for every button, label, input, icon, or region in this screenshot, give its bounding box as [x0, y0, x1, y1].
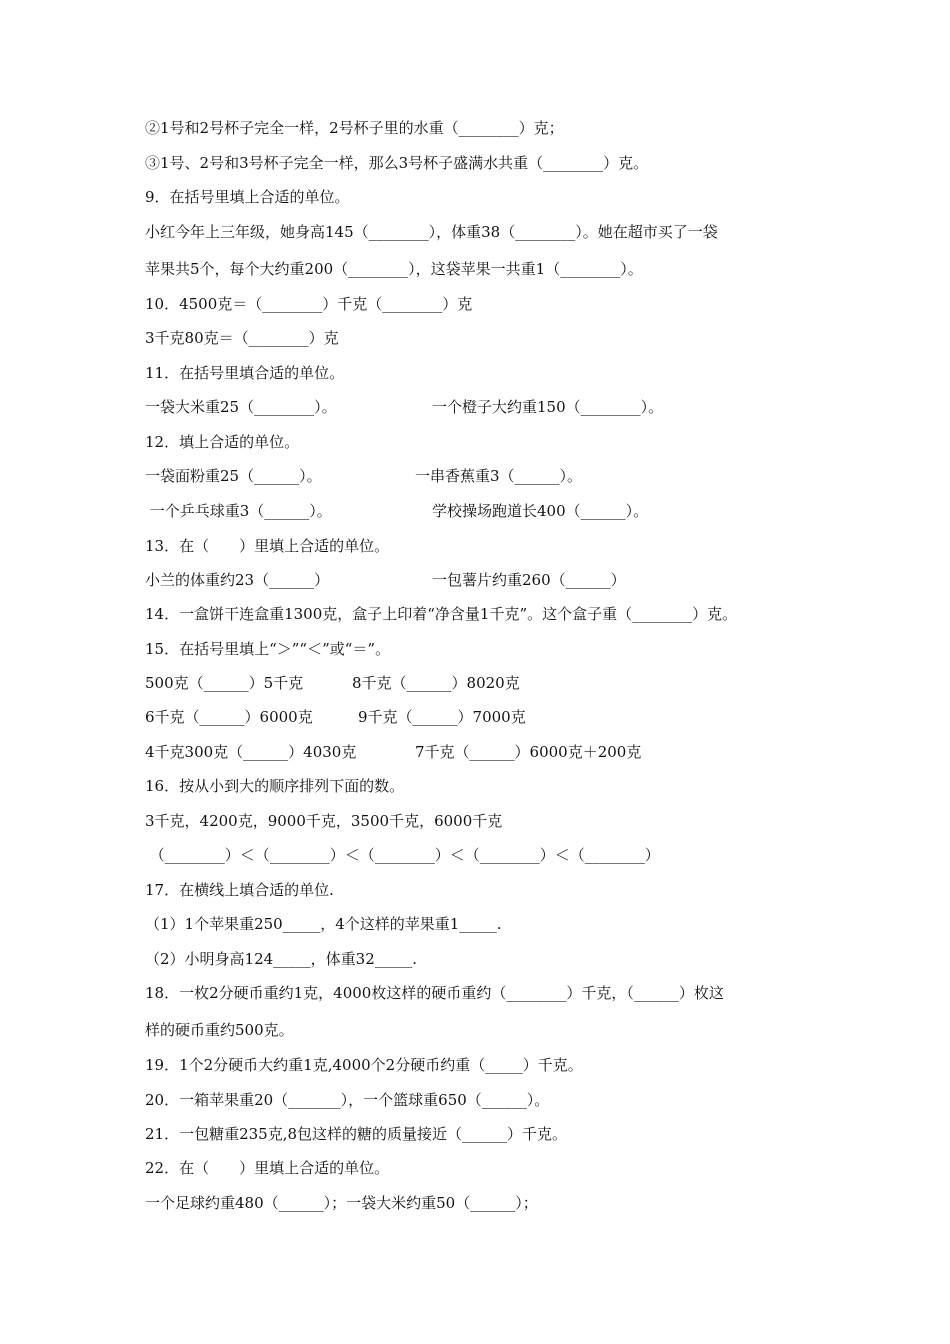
question-15-item-5: 4千克300克（______）4030克: [145, 743, 357, 761]
question-20: 20．一箱苹果重20（_______），一个篮球重650（______）。: [145, 1091, 550, 1109]
question-11-item-1: 一袋大米重25（________）。: [145, 398, 337, 416]
question-15-item-3: 6千克（______）6000克: [145, 708, 313, 726]
question-17-part-2: （2）小明身高124_____，体重32_____.: [145, 950, 418, 968]
question-16-answer-row: （________）＜（________）＜（________）＜（________）＜（________）: [145, 846, 660, 864]
question-15-item-4: 9千克（______）7000克: [358, 708, 526, 726]
question-10-line-2: 3千克80克＝（________）克: [145, 329, 339, 347]
question-13-item-2: 一包薯片约重260（______）: [432, 571, 626, 589]
question-17-title: 17．在横线上填合适的单位.: [145, 881, 334, 899]
question-22-title: 22．在（ ）里填上合适的单位。: [145, 1159, 390, 1177]
question-22-items: 一个足球约重480（______）；一袋大米约重50（______）；: [145, 1194, 538, 1212]
question-12-title: 12．填上合适的单位。: [145, 433, 300, 451]
question-13-item-1: 小兰的体重约23（______）: [145, 571, 330, 589]
question-16-title: 16．按从小到大的顺序排列下面的数。: [145, 777, 405, 795]
question-9-line-2: 苹果共5个，每个大约重200（________），这袋苹果一共重1（________）。: [145, 260, 643, 278]
question-11-item-2: 一个橙子大约重150（________）。: [432, 398, 664, 416]
question-21: 21．一包糖重235克,8包这样的糖的质量接近（______）千克。: [145, 1125, 568, 1143]
question-12-item-3: 一个乒乓球重3（______）。: [145, 502, 332, 520]
question-17-part-1: （1）1个苹果重250_____，4个这样的苹果重1_____.: [145, 915, 502, 933]
question-12-item-1: 一袋面粉重25（______）。: [145, 467, 322, 485]
question-12-item-2: 一串香蕉重3（______）。: [415, 467, 583, 485]
question-8-part-2: ②1号和2号杯子完全一样，2号杯子里的水重（________）克；: [145, 119, 564, 137]
question-12-item-4: 学校操场跑道长400（______）。: [432, 502, 649, 520]
question-15-title: 15．在括号里填上“＞”“＜”或“＝”。: [145, 640, 391, 658]
question-18-line-2: 样的硬币重约500克。: [145, 1021, 294, 1039]
question-15-item-2: 8千克（______）8020克: [352, 674, 520, 692]
question-13-title: 13．在（ ）里填上合适的单位。: [145, 537, 390, 555]
question-14: 14．一盒饼干连盒重1300克，盒子上印着“净含量1千克”。这个盒子重（________）克。: [145, 605, 738, 623]
question-9-line-1: 小红今年上三年级，她身高145（________），体重38（________）。她在超市买了一袋: [145, 223, 718, 241]
question-15-item-6: 7千克（______）6000克＋200克: [415, 743, 642, 761]
question-19: 19．1个2分硬币大约重1克,4000个2分硬币约重（_____）千克。: [145, 1056, 583, 1074]
question-9-title: 9．在括号里填上合适的单位。: [145, 188, 350, 206]
question-8-part-3: ③1号、2号和3号杯子完全一样，那么3号杯子盛满水共重（________）克。: [145, 154, 649, 172]
question-16-numbers: 3千克，4200克，9000千克，3500千克，6000千克: [145, 812, 503, 830]
question-11-title: 11．在括号里填合适的单位。: [145, 364, 345, 382]
question-18-line-1: 18．一枚2分硬币重约1克，4000枚这样的硬币重约（________）千克，（______）枚这: [145, 984, 724, 1002]
question-10-line-1: 10．4500克＝（________）千克（________）克: [145, 295, 473, 313]
question-15-item-1: 500克（______）5千克: [145, 674, 304, 692]
